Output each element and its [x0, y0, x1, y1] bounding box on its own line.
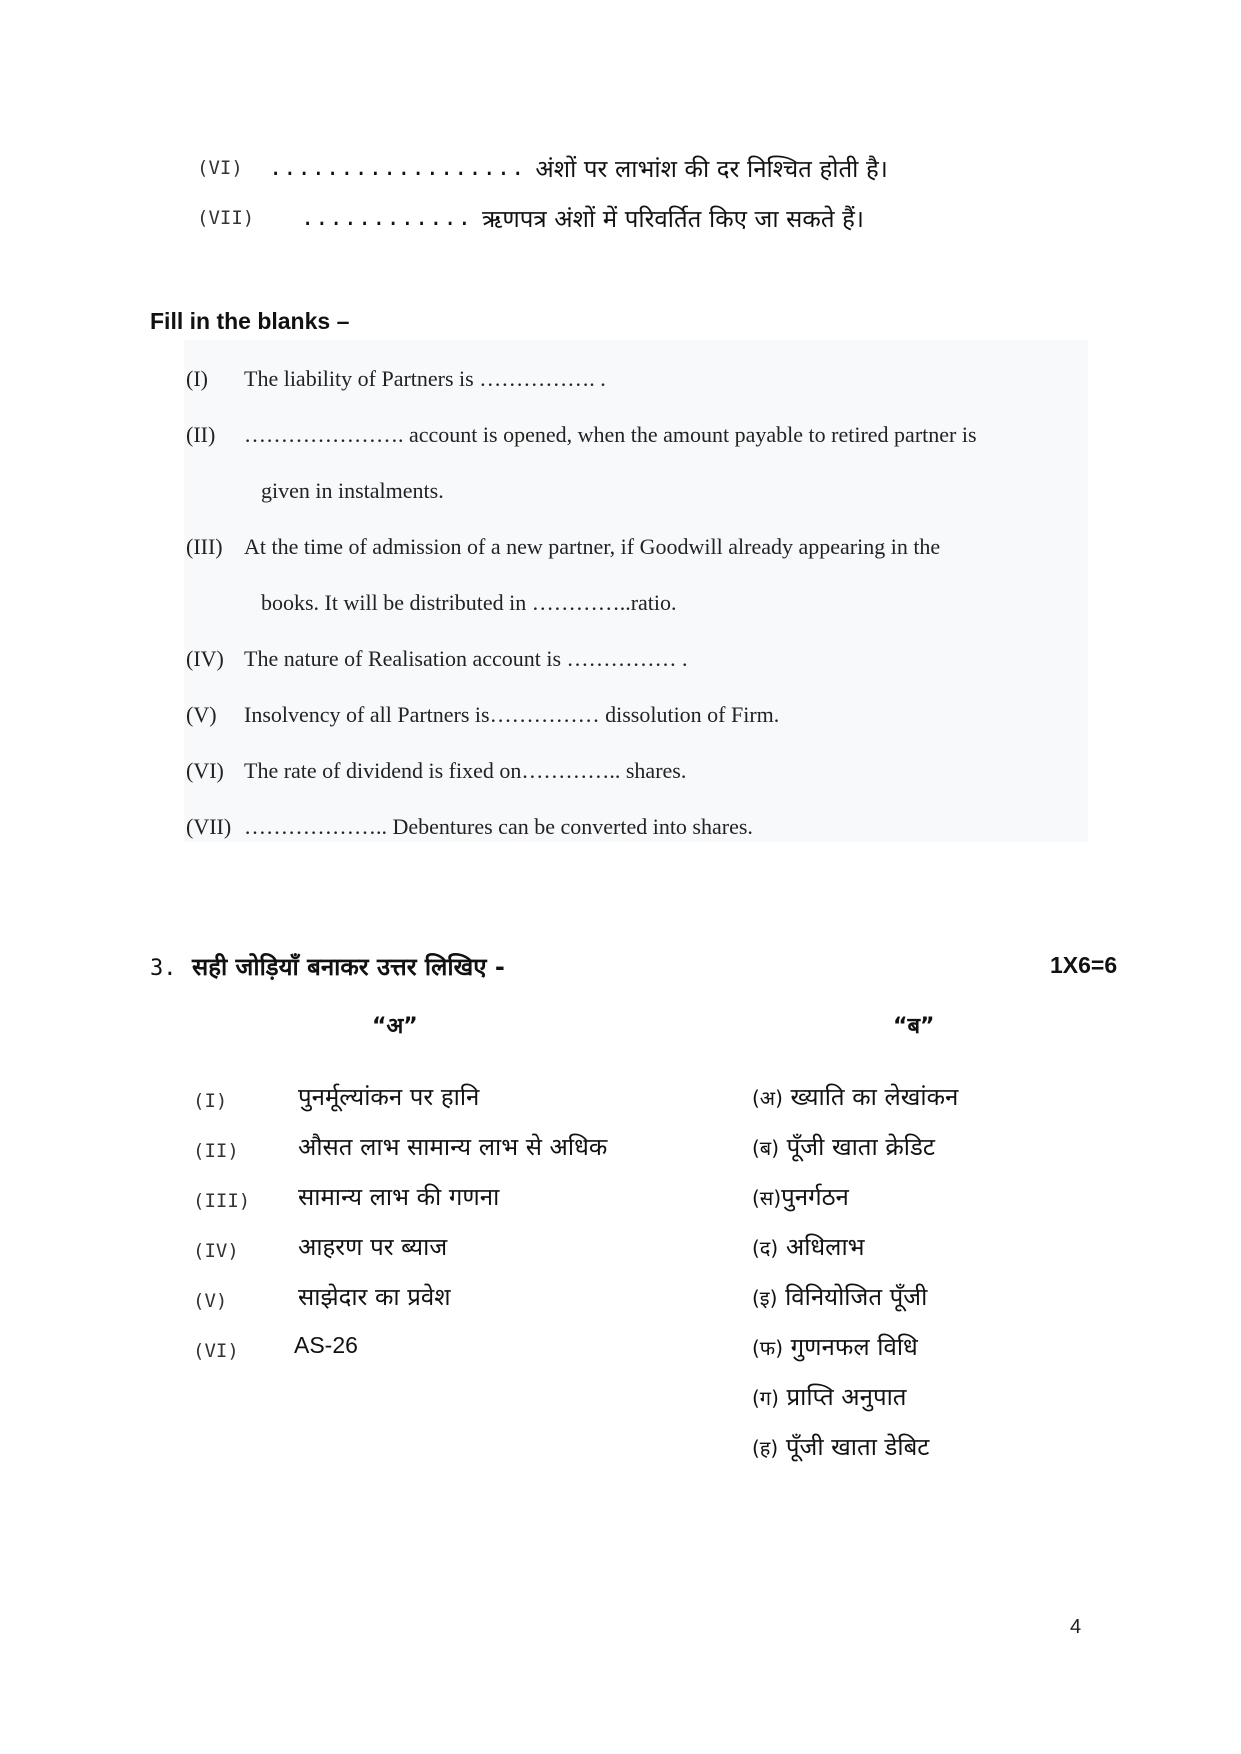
- question-number: 3.: [150, 956, 177, 981]
- item-continuation: given in instalments.: [261, 478, 444, 503]
- marks-label: 1X6=6: [1050, 952, 1118, 978]
- match-a-text: आहरण पर ब्याज: [298, 1233, 448, 1261]
- item-number: (IV): [186, 646, 224, 671]
- item-text: At the time of admission of a new partner, if Goodwill already appearing in the: [244, 534, 941, 559]
- fill-blank-item: [186, 814, 753, 840]
- match-a-number: (IV): [193, 1240, 239, 1262]
- match-a-number: (I): [193, 1090, 228, 1112]
- match-b-item: [752, 1130, 935, 1163]
- match-b-item: [752, 1430, 929, 1463]
- match-b-label: (ह): [752, 1436, 779, 1460]
- fill-blank-item: [186, 422, 977, 448]
- match-a-text: साझेदार का प्रवेश: [298, 1283, 451, 1311]
- item-text: The nature of Realisation account is …………… .: [244, 646, 688, 671]
- match-a-number: (V): [193, 1290, 228, 1312]
- fill-blank-item: [186, 646, 688, 672]
- match-a-text: AS-26: [294, 1332, 358, 1358]
- item-number: (II): [186, 422, 216, 447]
- match-b-item: [752, 1330, 918, 1363]
- section-heading: Fill in the blanks –: [150, 308, 350, 334]
- match-b-text: अधिलाभ: [785, 1233, 865, 1261]
- item-number: (VII): [186, 814, 232, 839]
- item-continuation: books. It will be distributed in …………..ratio.: [261, 590, 677, 615]
- match-b-text: पुनर्गठन: [781, 1183, 849, 1211]
- blank-dots: ............: [301, 205, 472, 231]
- match-a-number: (VI): [193, 1340, 239, 1362]
- match-a-number: (II): [193, 1140, 239, 1162]
- match-a-text: औसत लाभ सामान्य लाभ से अधिक: [298, 1133, 608, 1161]
- match-b-label: (ब): [752, 1136, 780, 1160]
- match-b-label: (अ): [752, 1086, 783, 1110]
- fill-blank-item: [186, 534, 940, 560]
- item-text: अंशों पर लाभांश की दर निश्चित होती है।: [535, 154, 888, 183]
- item-number: (I): [186, 366, 208, 391]
- match-a-number: (III): [193, 1190, 251, 1212]
- hindi-blank-item: [197, 198, 864, 238]
- item-text: Insolvency of all Partners is…………… dissolution of Firm.: [244, 702, 780, 727]
- page-number: 4: [1070, 1616, 1082, 1638]
- question-title: सही जोड़ियाँ बनाकर उत्तर लिखिए -: [192, 953, 505, 981]
- item-text: ऋणपत्र अंशों में परिवर्तित किए जा सकते हैं।: [481, 204, 864, 233]
- column-a-header: “अ”: [372, 1014, 418, 1039]
- match-b-item: [752, 1180, 849, 1213]
- match-b-item: [752, 1280, 927, 1313]
- match-b-text: ख्याति का लेखांकन: [790, 1083, 959, 1111]
- match-a-text: सामान्य लाभ की गणना: [298, 1183, 500, 1211]
- match-b-item: [752, 1380, 907, 1413]
- fill-blank-item: [186, 758, 686, 784]
- item-number: (VII): [197, 207, 255, 229]
- match-a-text: पुनर्मूल्यांकन पर हानि: [298, 1083, 480, 1111]
- match-b-label: (इ): [752, 1286, 778, 1310]
- match-b-label: (द): [752, 1236, 779, 1260]
- match-b-text: गुणनफल विधि: [790, 1333, 918, 1361]
- item-text: The rate of dividend is fixed on………….. shares.: [244, 758, 687, 783]
- item-text: …………………. account is opened, when the amount payable to retired partner is: [244, 422, 977, 447]
- blank-dots: ..................: [269, 155, 526, 181]
- match-b-text: पूँजी खाता डेबिट: [785, 1433, 930, 1461]
- fill-blank-item: [186, 366, 606, 392]
- match-b-text: प्राप्ति अनुपात: [786, 1383, 907, 1411]
- fill-blank-item: [186, 702, 779, 728]
- item-number: (V): [186, 702, 217, 727]
- match-b-label: (फ): [752, 1336, 784, 1360]
- item-text: The liability of Partners is ……………. .: [244, 366, 606, 391]
- item-number: (III): [186, 534, 223, 559]
- column-b-header: “ब”: [893, 1014, 935, 1039]
- match-b-text: विनियोजित पूँजी: [785, 1283, 928, 1311]
- match-b-item: [752, 1230, 865, 1263]
- item-text: ……………….. Debentures can be converted into shares.: [244, 814, 753, 839]
- match-b-label: (ग): [752, 1386, 779, 1410]
- match-b-label: (स): [752, 1186, 782, 1210]
- item-number: (VI): [197, 157, 243, 179]
- match-b-text: पूँजी खाता क्रेडिट: [786, 1133, 935, 1161]
- item-number: (VI): [186, 758, 224, 783]
- match-b-item: [752, 1080, 958, 1113]
- hindi-blank-item: [197, 148, 888, 188]
